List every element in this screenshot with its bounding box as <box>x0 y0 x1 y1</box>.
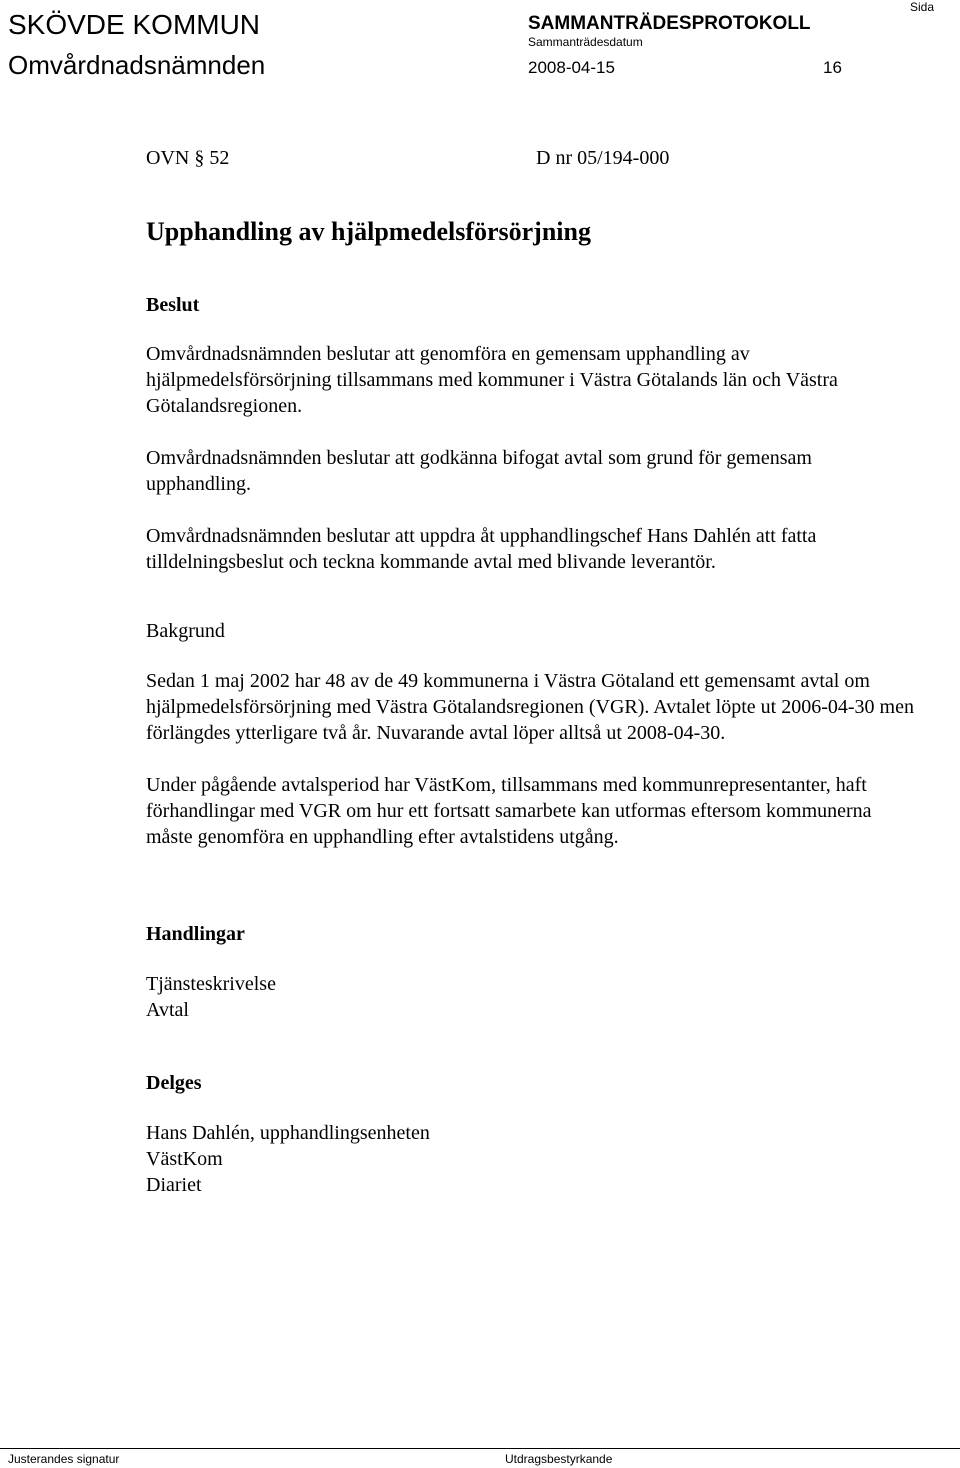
signature-label: Justerandes signatur <box>8 1452 120 1466</box>
excerpt-label: Utdragsbestyrkande <box>505 1452 613 1466</box>
beslut-section <box>146 341 936 575</box>
beslut-paragraph: Omvårdnadsnämnden beslutar att godkänna bifogat avtal som grund för gemensam upphandling. <box>146 447 812 495</box>
organization-name: SKÖVDE KOMMUN <box>8 9 261 40</box>
document-type: SAMMANTRÄDESPROTOKOLL <box>528 13 811 34</box>
case-title: Upphandling av hjälpmedelsförsörjning <box>146 217 591 246</box>
footer-divider <box>0 1448 960 1449</box>
beslut-paragraph: Omvårdnadsnämnden beslutar att genomföra en gemensam upphandling av hjälpmedelsförsörjning tillsammans med kommuner i Västra Götalands län och Västra Götalandsregionen. <box>146 343 838 417</box>
bakgrund-heading: Bakgrund <box>146 620 225 642</box>
handlingar-heading: Handlingar <box>146 923 245 945</box>
beslut-paragraph: Omvårdnadsnämnden beslutar att uppdra åt upphandlingschef Hans Dahlén att fatta tilldelningsbeslut och teckna kommande avtal med blivande leverantör. <box>146 525 817 573</box>
beslut-heading: Beslut <box>146 294 200 316</box>
list-item: Hans Dahlén, upphandlingsenheten <box>146 1122 430 1144</box>
diary-number: D nr 05/194-000 <box>536 147 670 169</box>
page-number: 16 <box>823 58 842 77</box>
bakgrund-paragraph: Under pågående avtalsperiod har VästKom, tillsammans med kommunrepresentanter, haft förhandlingar med VGR om hur ett fortsatt samarbete kan utformas eftersom kommunerna måste genomföra en upphandling efter avtalstidens utgång. <box>146 774 872 848</box>
delges-heading: Delges <box>146 1072 202 1094</box>
page-label: Sida <box>910 0 935 14</box>
list-item: VästKom <box>146 1148 223 1170</box>
list-item: Avtal <box>146 999 189 1021</box>
case-number: OVN § 52 <box>146 147 230 169</box>
date-label: Sammanträdesdatum <box>528 35 643 49</box>
case-reference <box>146 145 906 171</box>
delges-list <box>146 1120 936 1198</box>
meeting-date: 2008-04-15 <box>528 58 615 77</box>
committee-name: Omvårdnadsnämnden <box>8 50 266 80</box>
bakgrund-section <box>146 668 936 850</box>
bakgrund-paragraph: Sedan 1 maj 2002 har 48 av de 49 kommunerna i Västra Götaland ett gemensamt avtal om hjälpmedelsförsörjning med Västra Götalandsregionen (VGR). Avtalet löpte ut 2006-04-30 men förlängdes ytterligare två år. Nuvarande avtal löper alltså ut 2008-04-30. <box>146 670 914 744</box>
list-item: Diariet <box>146 1174 202 1196</box>
handlingar-list <box>146 971 936 1023</box>
list-item: Tjänsteskrivelse <box>146 973 276 995</box>
